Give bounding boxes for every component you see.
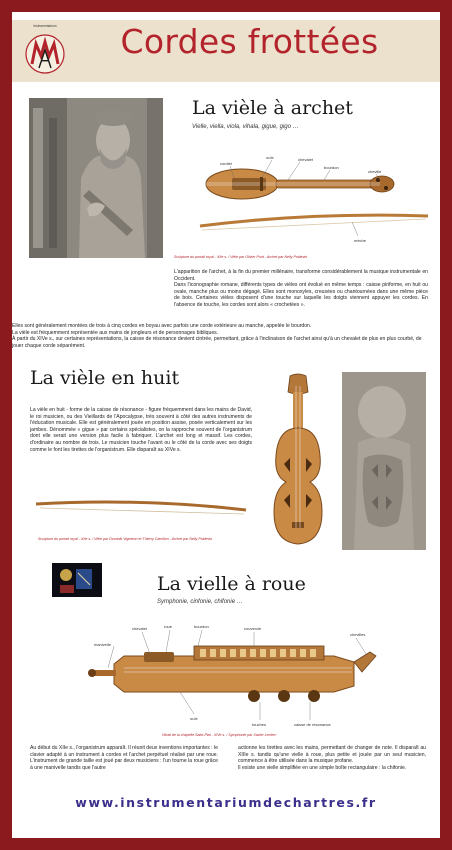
label-touches: touches: [252, 722, 267, 727]
paragraph: Au début du XIIe s., l'organistrum apparaît. Il réunit deux inventions importantes : le clavier adapté à un instrument à cordes et l'archet perpétuel réalisé par une roue. L'instrument de grande taille est joué par deux musiciens : l'un tourne la roue grâce à une manivelle tandis que l'autre: [30, 745, 218, 771]
viele-archet-diagram: [192, 152, 432, 252]
instrumentarium-logo: [22, 24, 68, 78]
label-cordier: cordier: [220, 161, 233, 166]
paragraph: Elles sont généralement montées de trois à cinq cordes en boyau avec parfois une corde extérieure au manche, appelée le bourdon.: [12, 323, 312, 329]
label-ouie: ouïe: [190, 716, 198, 721]
section-title-viele-archet: La vièle à archet: [192, 97, 353, 119]
label-couvercle: couvercle: [244, 626, 262, 631]
paragraph: Dans l'iconographie romane, différents types de vièles ont évolué en même temps : caisse piriforme, en huit ou ovale, manche plus ou moins dégagé. Elles sont monoxyles, creusées ou chantournées dans une même pièce de bois. Certaines vièles disposent d'une touche sur laquelle les doigts viennent appuyer les cordes. En l'absence de touche, les cordes sont alors « crochetées ».: [174, 282, 428, 308]
caption-viele-archet: Sculpture du portail royal - XIIe s. / Vièle par Olivier Pont - Archet par Nelly Poidevin: [174, 255, 308, 259]
bow: [200, 215, 428, 230]
logo-label: Instrumentarium: [33, 24, 57, 28]
statue-photo-portail-royal: [29, 98, 163, 258]
text-viele-archet-intro: [174, 269, 428, 309]
paragraph: actionne les tirettes avec les mains, permettant de changer de note. Il disparaît au XIIIe s. tandis qu'une vielle à roue, plus petite et jouée par un seul musicien, commence à être utilisée dans la musique profane.: [238, 745, 426, 765]
label-chevilles: chevilles: [350, 632, 366, 637]
label-bourdon: bourdon: [194, 624, 209, 629]
label-roue: roue: [164, 624, 173, 629]
section-subtitle-vielle-roue: Symphonie, cinfonie, chifonie …: [157, 599, 243, 605]
label-chevalet: chevalet: [298, 157, 313, 162]
label-bourdon: bourdon: [324, 165, 339, 170]
paragraph: La vièle est fréquemment représentée aux mains de jongleurs et de personnages bibliques.: [12, 329, 219, 336]
website-url[interactable]: www.instrumentariumdechartres.fr: [75, 795, 377, 810]
paragraph: La vièle en huit - forme de la caisse de résonance - figure fréquemment dans les mains de David, le roi musicien, ou des Vieillards de l'Apocalypse, très souvent à côté des autres instruments de l'éducation musicale. Elle est généralement jouée en position assise, posée verticalement sur les jambes. Dénommée « gigue » par certains spécialistes, on la rapproche souvent de l'organistrum dont elle serait une version plus facile à fabriquer. L'archet est long et massif. Les cordes, d'ordinaire au nombre de trois. Le musicien touche l'avant ou le côté de la corde avec ses doigts comme le font les tirettes de l'organistrum. Elle disparaît au XIVe s.: [30, 407, 252, 453]
paragraph: Il existe une vielle simplifiée en une simple boîte rectangulaire : la chifonie.: [238, 764, 407, 771]
text-viele-huit: [30, 407, 252, 453]
paragraph: L'apparition de l'archet, à la fin du premier millénaire, transforme considérablement la musique instrumentale en Occident.: [174, 269, 428, 282]
section-title-viele-huit: La vièle en huit: [30, 367, 180, 389]
paragraph: À partir du XIVe s., sur certaines représentations, la caisse de résonance devient cintrée, permettant, grâce à l'inclinaison de l'archet ainsi qu'à un chevalet de plus en plus courbé, de jouer chaque corde séparément.: [12, 336, 422, 349]
sculpture-photo-portail-royal-2: [342, 372, 426, 550]
page-title: Cordes frottées: [120, 22, 379, 61]
text-vielle-roue-col1: [30, 745, 218, 771]
vielle-body: [88, 646, 376, 702]
stained-glass-thumbnail: [52, 563, 102, 597]
viele-huit-photo: [268, 372, 328, 546]
label-chevalet: chevalet: [132, 626, 147, 631]
viele-body: [206, 169, 394, 199]
title-banner: [12, 20, 440, 82]
section-subtitle-viele-archet: Vielle, viella, viola, vihala, gigue, gigo …: [192, 124, 299, 130]
poster-panel: [12, 12, 440, 838]
label-manivelle: manivelle: [94, 642, 111, 647]
label-caisse-resonance: caisse de résonance: [294, 722, 331, 727]
text-vielle-roue-col2: [238, 745, 426, 771]
text-viele-archet-more: [12, 323, 428, 349]
section-title-vielle-roue: La vielle à roue: [157, 573, 306, 595]
caption-viele-huit: Sculpture du portail royal - XIIe s. / Vièle par Dominik Vigneron et Thierry Camillon - Archet par Nelly Poidevin: [38, 537, 213, 541]
caption-vielle-roue: Vitrail de la chapelle Saint-Piat - XIVe s. / Symphonie par Xavier Leclerc: [162, 733, 277, 737]
label-cheville: cheville: [368, 169, 382, 174]
viele-huit-bow-photo: [32, 492, 252, 516]
label-ouie: ouïe: [266, 155, 274, 160]
vielle-roue-diagram: [84, 616, 384, 734]
label-meche: mèche: [354, 238, 367, 243]
